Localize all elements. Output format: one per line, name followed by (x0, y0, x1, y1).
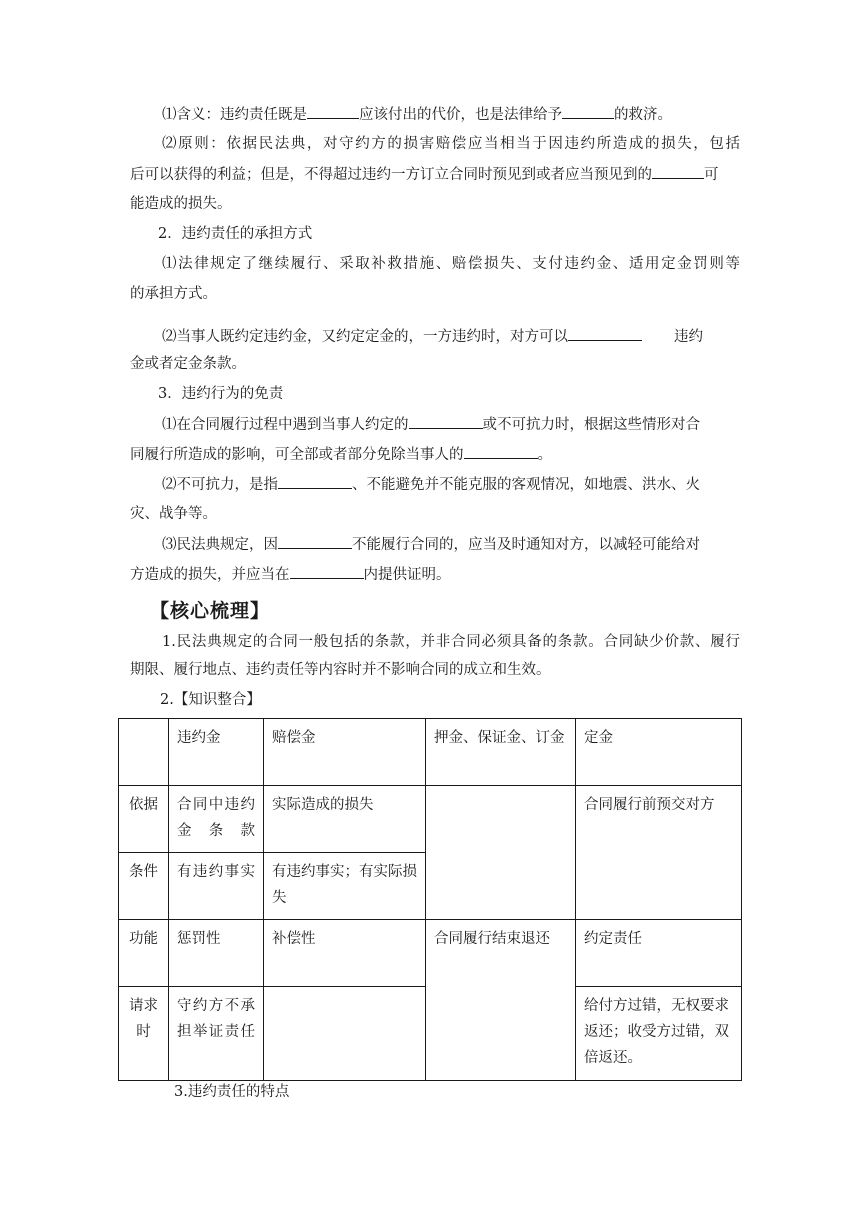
table-cell: 有违约事实；有实际损失 (264, 853, 426, 920)
table-cell-empty (426, 786, 576, 920)
table-header-row (119, 719, 742, 786)
core-review-heading: 【核心梳理】 (150, 600, 271, 622)
blank-field (290, 564, 364, 579)
meaning-text-a: ⑴含义：违约责任既是 (162, 107, 307, 123)
principle-line-1 (130, 134, 740, 154)
blank-field (409, 414, 483, 429)
table-header-cell (119, 719, 169, 786)
core-item3-text: 3.违约责任的特点 (174, 1084, 290, 1100)
table-header-cell: 定金 (576, 719, 742, 786)
table-header-cell: 押金、保证金、订金 (426, 719, 576, 786)
choice-text-2: 金或者定金条款。 (130, 356, 246, 372)
table-row-basis (119, 786, 742, 853)
methods-line-2 (130, 284, 740, 304)
core-item3-line (130, 1082, 740, 1102)
principle-text-3: 能造成的损失。 (130, 196, 232, 212)
force-majeure-line-2 (130, 504, 740, 524)
methods-text-1: ⑴法律规定了继续履行、采取补救措施、赔偿损失、支付违约金、适用定金罚则等 (162, 256, 740, 272)
blank-field (652, 164, 704, 179)
table-cell: 实际造成的损失 (264, 786, 426, 853)
choice-line-1 (130, 326, 740, 347)
principle-text-2b: 可 (704, 167, 719, 183)
blank-field (562, 104, 614, 119)
table-cell: 守约方不承担举证责任 (169, 987, 264, 1081)
principle-line-3 (130, 194, 740, 214)
blank-field (278, 534, 352, 549)
table-cell (264, 987, 426, 1081)
blank-field (307, 104, 359, 119)
principle-text-2a: 后可以获得的利益；但是，不得超过违约一方订立合同时预见到或者应当预见到的 (130, 167, 652, 183)
table-cell: 合同中违约金条款 (169, 786, 264, 853)
core-item1-text-1: 1.民法典规定的合同一般包括的条款，并非合同必须具备的条款。合同缺少价款、履行 (162, 634, 740, 650)
table-cell: 补偿性 (264, 920, 426, 987)
exemption-text-2b: 。 (537, 447, 552, 463)
section2-title (130, 224, 740, 244)
knowledge-table (118, 718, 742, 1081)
notice-text-2a: 方造成的损失，并应当在 (130, 567, 290, 583)
exemption-text-1b: 或不可抗力时，根据这些情形对合 (482, 417, 700, 433)
notice-text-1b: 不能履行合同的，应当及时通知对方，以减轻可能给对 (352, 537, 700, 553)
section3-title (130, 384, 740, 404)
core-item2-text: 2.【知识整合】 (160, 692, 261, 708)
exemption-line-2 (130, 444, 740, 465)
choice-line-2 (130, 354, 740, 374)
choice-text-1b: 违约 (674, 329, 703, 345)
core-item2-line (130, 690, 740, 710)
force-majeure-text-2: 灾、战争等。 (130, 506, 217, 522)
notice-text-2b: 内提供证明。 (363, 567, 451, 583)
table-row-function (119, 920, 742, 987)
choice-text-1a: ⑵当事人既约定违约金，又约定定金的，一方违约时，对方可以 (162, 329, 568, 345)
exemption-text-2a: 同履行所造成的影响，可全部或者部分免除当事人的 (130, 447, 464, 463)
table-cell: 给付方过错，无权要求返还；收受方过错，双倍返还。 (576, 987, 742, 1081)
section3-title-text: 3．违约行为的免责 (158, 386, 284, 402)
exemption-text-1a: ⑴在合同履行过程中遇到当事人约定的 (162, 417, 409, 433)
force-majeure-line-1 (130, 474, 740, 495)
notice-line-2 (130, 564, 740, 585)
blank-field (464, 444, 538, 459)
core-item1-line-1 (130, 632, 740, 652)
table-cell: 约定责任 (576, 920, 742, 987)
table-cell: 惩罚性 (169, 920, 264, 987)
table-header-cell: 赔偿金 (264, 719, 426, 786)
force-majeure-text-1a: ⑵不可抗力，是指 (162, 477, 278, 493)
row-label: 功能 (119, 920, 169, 987)
row-label: 依据 (119, 786, 169, 853)
row-label: 请求时 (119, 987, 169, 1081)
meaning-text-c: 的救济。 (614, 107, 672, 123)
meaning-text-b: 应该付出的代价，也是法律给予 (359, 107, 562, 123)
methods-text-2: 的承担方式。 (130, 286, 217, 302)
blank-field (278, 474, 352, 489)
principle-text-1: ⑵原则：依据民法典，对守约方的损害赔偿应当相当于因违约所造成的损失，包括 (162, 136, 740, 152)
row-label: 条件 (119, 853, 169, 920)
notice-text-1a: ⑶民法典规定，因 (162, 537, 278, 553)
blank-field (568, 326, 642, 341)
meaning-line (130, 104, 740, 125)
core-item1-text-2: 期限、履行地点、违约责任等内容时并不影响合同的成立和生效。 (130, 662, 551, 678)
exemption-line-1 (130, 414, 740, 435)
notice-line-1 (130, 534, 740, 555)
table-cell: 合同履行结束退还 (426, 920, 576, 1081)
table-header-cell: 违约金 (169, 719, 264, 786)
methods-line-1 (130, 254, 740, 274)
force-majeure-text-1b: 、不能避免并不能克服的客观情况，如地震、洪水、火 (352, 477, 700, 493)
table-cell: 有违约事实 (169, 853, 264, 920)
principle-line-2 (130, 164, 740, 185)
section2-title-text: 2．违约责任的承担方式 (158, 226, 313, 242)
table-cell: 合同履行前预交对方 (576, 786, 742, 920)
core-item1-line-2 (130, 660, 740, 680)
